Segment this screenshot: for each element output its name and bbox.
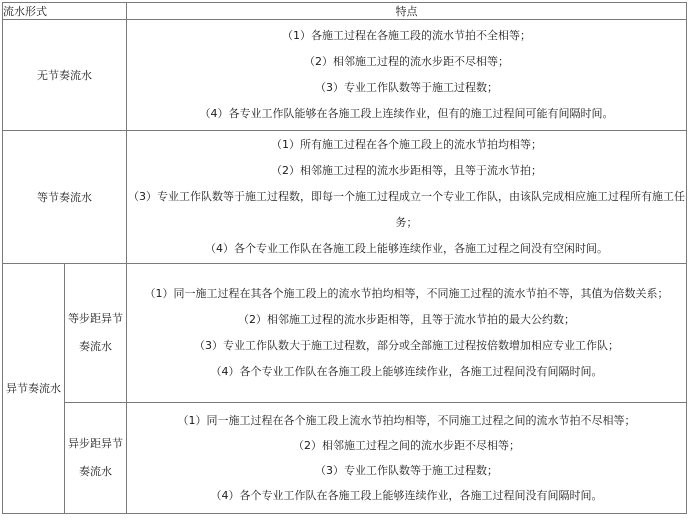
feature-line: （2）相邻施工过程之间的流水步距不尽相等； xyxy=(293,439,520,452)
feature-line: （4）各个专业工作队在各施工段上能够连续作业，各施工过程间没有间隔时间。 xyxy=(210,489,603,502)
subrow-type-unequal-step: 异步距异节奏流水 xyxy=(65,403,127,514)
feature-line: （3）专业工作队数等于施工过程数； xyxy=(315,464,498,477)
features-equal-step xyxy=(127,264,687,403)
feature-line: （2）相邻施工过程的流水步距相等，且等于流水节拍的最大公约数； xyxy=(238,313,575,326)
feature-line: （4）各个专业工作队在各施工段上能够连续作业，各施工过程间没有间隔时间。 xyxy=(210,365,603,378)
feature-line: （1）同一施工过程在其各个施工段上的流水节拍均相等，不同施工过程的流水节拍不等，其值为倍数关系； xyxy=(144,287,669,300)
feature-line: （4）各专业工作队能够在各施工段上连续作业，但有的施工过程间可能有间隔时间。 xyxy=(199,107,614,120)
feature-line: （1）所有施工过程在各个施工段上的流水节拍均相等； xyxy=(271,138,542,151)
row-type-nonrhythmic: 无节奏流水 xyxy=(3,20,127,131)
table-row xyxy=(3,403,687,514)
feature-line: （1）各施工过程在各施工段的流水节拍不全相等； xyxy=(282,29,531,42)
feature-line: （3）专业工作队数等于施工过程数； xyxy=(315,81,498,94)
subrow-type-equal-step: 等步距异节奏流水 xyxy=(65,264,127,403)
table-row xyxy=(3,20,687,131)
features-equal-rhythm xyxy=(127,131,687,264)
feature-line: （2）相邻施工过程的流水步距相等，且等于流水节拍； xyxy=(271,164,542,177)
header-features: 特点 xyxy=(127,3,687,20)
header-flow-type: 流水形式 xyxy=(3,3,127,20)
feature-line: （4）各个专业工作队在各施工段上能够连续作业，各施工过程之间没有空闲时间。 xyxy=(205,242,608,255)
feature-line: （1）同一施工过程在各个施工段上流水节拍均相等，不同施工过程之间的流水节拍不尽相等； xyxy=(177,414,636,427)
table-row xyxy=(3,131,687,264)
features-unequal-step xyxy=(127,403,687,514)
row-type-variable-rhythm: 异节奏流水 xyxy=(3,264,65,514)
row-type-equal-rhythm: 等节奏流水 xyxy=(3,131,127,264)
feature-line: （3）专业工作队数大于施工过程数，部分或全部施工过程按倍数增加相应专业工作队； xyxy=(194,339,619,352)
flow-types-table xyxy=(2,2,687,514)
features-nonrhythmic xyxy=(127,20,687,131)
feature-line: （2）相邻施工过程的流水步距不尽相等； xyxy=(304,55,509,68)
table-row xyxy=(3,264,687,403)
header-row xyxy=(3,3,687,20)
feature-line: （3）专业工作队数等于施工过程数，即每一个施工过程成立一个专业工作队，由该队完成相应施工过程所有施工任务； xyxy=(128,190,685,229)
